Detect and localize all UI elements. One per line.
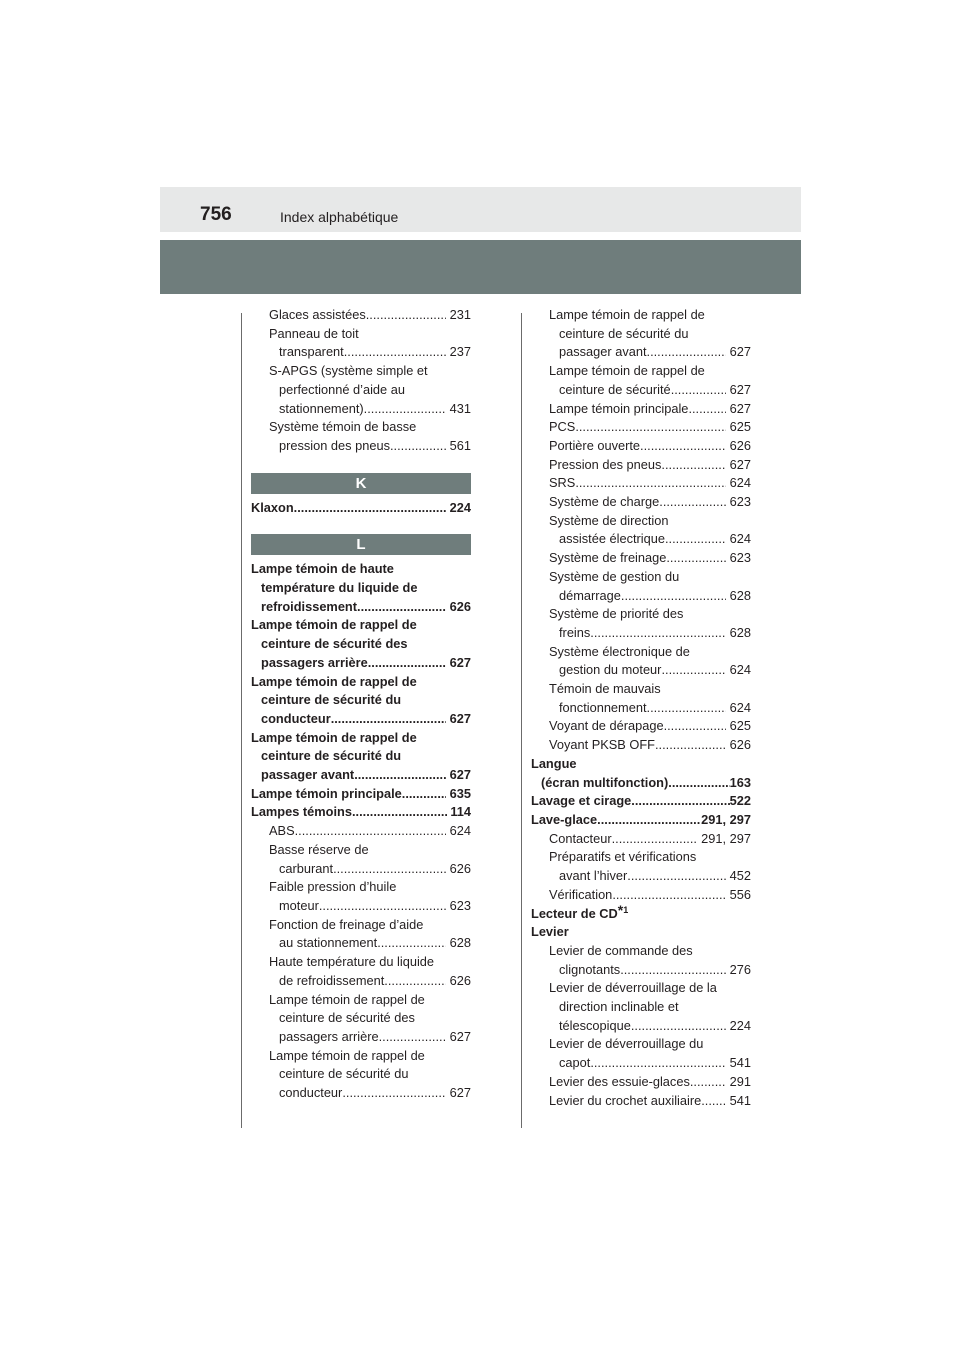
page-ref: 626: [446, 860, 471, 876]
index-entry: [531, 886, 751, 905]
index-group: [531, 306, 751, 755]
entry-text: démarrage: [559, 587, 621, 603]
entry-line: Système électronique de: [549, 643, 690, 659]
page-ref: 114: [446, 804, 471, 820]
page-ref: 623: [726, 550, 751, 566]
entry-line: Système de direction: [549, 512, 669, 528]
entry-line: S-APGS (système simple et: [269, 363, 428, 379]
page-ref: 623: [726, 494, 751, 510]
index-entry: [251, 766, 471, 785]
index-entry: [251, 400, 471, 419]
entry-text: Levier du crochet auxiliaire: [549, 1092, 702, 1108]
index-entry: [531, 867, 751, 886]
entry-line: Lampe témoin de rappel de: [269, 991, 425, 1007]
page-ref: 291, 297: [701, 811, 751, 827]
entry-line: ceinture de sécurité du: [261, 748, 402, 764]
page-ref: 627: [446, 767, 471, 783]
entry-text: Portière ouverte: [549, 437, 641, 453]
index-heading: [531, 901, 751, 924]
page-ref: 561: [446, 437, 471, 453]
entry-text: pression des pneus: [279, 437, 390, 453]
header-band: [160, 240, 801, 294]
entry-text: Lampes témoins: [251, 804, 352, 820]
entry-text: Lampe témoin principale: [549, 400, 689, 416]
page-ref: 624: [446, 823, 471, 839]
index-group: [251, 822, 471, 1103]
entry-text: Levier des essuie-glaces: [549, 1073, 690, 1089]
entry-text: avant l’hiver: [559, 868, 628, 884]
entry-line: température du liquide de: [261, 580, 418, 596]
page-ref: 541: [726, 1092, 751, 1108]
index-group: [251, 560, 471, 822]
entry-text: de refroidissement: [279, 972, 385, 988]
entry-text: ABS: [269, 823, 295, 839]
index-entry: [531, 624, 751, 643]
entry-text: Système de freinage: [549, 550, 667, 566]
entry-text: clignotants: [559, 961, 621, 977]
page-ref: 291, 297: [697, 830, 751, 846]
page-ref: 231: [446, 307, 471, 322]
entry-line: ceinture de sécurité du: [261, 692, 402, 708]
entry-text: capot: [559, 1055, 591, 1071]
index-entry: [531, 474, 751, 493]
entry-line: Lampe témoin de rappel de: [269, 1047, 425, 1063]
index-entry: [251, 1084, 471, 1103]
entry-line: Levier de commande des: [549, 942, 693, 958]
index-entry: [251, 972, 471, 991]
index-entry: [251, 803, 471, 822]
index-entry: [251, 306, 471, 325]
page-ref: 624: [726, 699, 751, 715]
section-letter-k: K: [251, 473, 471, 494]
entry-text: conducteur: [261, 710, 331, 726]
entry-line: Haute température du liquide: [269, 954, 435, 970]
page-ref: 627: [726, 344, 751, 360]
entry-text: PCS: [549, 419, 576, 435]
entry-text: moteur: [279, 897, 319, 913]
index-entry: [251, 1028, 471, 1047]
entry-text: Voyant de dérapage: [549, 718, 664, 734]
page-ref: 624: [726, 475, 751, 491]
page-ref: 276: [726, 961, 751, 977]
entry-text: gestion du moteur: [559, 662, 662, 678]
index-entry: [531, 343, 751, 362]
index-entry: [531, 717, 751, 736]
entry-text: ceinture de sécurité: [559, 381, 671, 397]
page-ref: 624: [726, 531, 751, 547]
page-ref: 624: [726, 662, 751, 678]
index-entry: [531, 418, 751, 437]
entry-text: Lavage et cirage: [531, 793, 632, 809]
index-entry: [531, 699, 751, 718]
index-group: [531, 942, 751, 1110]
index-entry: [531, 811, 751, 830]
index-entry: [531, 1054, 751, 1073]
entry-line: Système de gestion du: [549, 568, 680, 584]
column-divider-left: [241, 313, 242, 1128]
index-entry: [531, 1073, 751, 1092]
page-ref: 556: [726, 886, 751, 902]
page-number: 756: [200, 204, 232, 225]
entry-text: passager avant: [261, 767, 355, 783]
index-entry: [531, 792, 751, 811]
entry-text: stationnement): [279, 400, 364, 416]
index-entry: [531, 493, 751, 512]
entry-text: Lecteur de CD: [531, 905, 618, 921]
column-divider-right: [521, 313, 522, 1128]
page-ref: 163: [729, 774, 751, 790]
entry-text: passagers arrière: [279, 1028, 379, 1044]
page-title: Index alphabétique: [280, 209, 399, 225]
index-entry: [531, 437, 751, 456]
entry-text: télescopique: [559, 1017, 631, 1033]
index-column-right: [531, 306, 751, 1110]
index-entry: [251, 822, 471, 841]
entry-line: Panneau de toit: [269, 325, 359, 341]
header-bar: [160, 187, 801, 232]
entry-line: Faible pression d’huile: [269, 879, 397, 895]
page-ref: 452: [726, 868, 751, 884]
entry-text: Klaxon: [251, 499, 294, 515]
index-entry: [251, 860, 471, 879]
entry-text: transparent: [279, 344, 344, 360]
entry-line: Préparatifs et vérifications: [549, 849, 697, 865]
footnote-marker: *1: [617, 901, 629, 918]
page-ref: 627: [446, 1028, 471, 1044]
index-entry: [531, 661, 751, 680]
index-heading: Langue: [531, 755, 577, 771]
index-entry: [531, 961, 751, 980]
entry-line: ceinture de sécurité du: [559, 325, 689, 341]
page-ref: 627: [726, 381, 751, 397]
page-ref: 627: [446, 654, 471, 670]
index-entry: [251, 598, 471, 617]
index-group: [531, 830, 751, 905]
index-entry: [251, 343, 471, 362]
page-ref: 626: [726, 737, 751, 753]
entry-text: (écran multifonction): [541, 774, 669, 790]
index-group: [251, 306, 471, 456]
entry-line: Basse réserve de: [269, 841, 369, 857]
entry-text: Lave-glace: [531, 811, 598, 827]
page-ref: 625: [726, 419, 751, 435]
index-entry: [531, 830, 751, 849]
page-ref: 628: [446, 935, 471, 951]
index-entry: [251, 654, 471, 673]
index-entry: [531, 1017, 751, 1036]
entry-line: perfectionné d’aide au: [279, 381, 405, 397]
index-entry: [531, 381, 751, 400]
index-entry: [251, 437, 471, 456]
entry-line: Lampe témoin de rappel de: [251, 673, 417, 689]
entry-line: Levier de déverrouillage du: [549, 1036, 704, 1052]
entry-line: Lampe témoin de haute: [251, 561, 394, 577]
entry-line: Lampe témoin de rappel de: [251, 617, 417, 633]
entry-line: Levier de déverrouillage de la: [549, 980, 717, 996]
index-entry: [531, 587, 751, 606]
page-ref: 627: [726, 456, 751, 472]
entry-text: conducteur: [279, 1085, 343, 1101]
index-entry: [531, 1092, 751, 1111]
index-entry: [531, 736, 751, 755]
entry-line: direction inclinable et: [559, 999, 679, 1015]
entry-line: Témoin de mauvais: [549, 681, 661, 697]
entry-text: SRS: [549, 475, 576, 491]
entry-line: ceinture de sécurité des: [261, 636, 408, 652]
page-ref: 626: [446, 972, 471, 988]
page-ref: 522: [729, 793, 751, 809]
entry-text: Glaces assistées: [269, 307, 366, 322]
page-ref: 627: [446, 710, 471, 726]
page-ref: 628: [726, 587, 751, 603]
section-letter-l: L: [251, 534, 471, 555]
index-entry: [251, 785, 471, 804]
page-ref: 291: [726, 1073, 751, 1089]
entry-text: passagers arrière: [261, 654, 368, 670]
entry-line: ceinture de sécurité du: [279, 1066, 409, 1082]
page-ref: 431: [446, 400, 471, 416]
page-ref: 541: [726, 1055, 751, 1071]
entry-text: Pression des pneus: [549, 456, 662, 472]
entry-line: Lampe témoin de rappel de: [549, 307, 705, 322]
entry-text: passager avant: [559, 344, 647, 360]
entry-text: Système de charge: [549, 494, 660, 510]
page-ref: 627: [726, 400, 751, 416]
index-entry: [251, 897, 471, 916]
page-ref: 224: [446, 499, 471, 515]
page-ref: 237: [446, 344, 471, 360]
entry-text: au stationnement: [279, 935, 378, 951]
entry-text: Contacteur: [549, 830, 612, 846]
entry-text: fonctionnement: [559, 699, 647, 715]
entry-line: Fonction de freinage d’aide: [269, 916, 424, 932]
index-heading: Levier: [531, 924, 569, 940]
page-ref: 628: [726, 624, 751, 640]
entry-text: Voyant PKSB OFF: [549, 737, 655, 753]
page-ref: 625: [726, 718, 751, 734]
index-entry: [531, 530, 751, 549]
index-entry: [251, 710, 471, 729]
entry-text: freins: [559, 624, 591, 640]
index-entry: [531, 549, 751, 568]
page-ref: 627: [446, 1085, 471, 1101]
page-ref: 623: [446, 897, 471, 913]
entry-text: assistée électrique: [559, 531, 665, 547]
index-entry: [251, 934, 471, 953]
index-entry: [251, 499, 471, 518]
index-entry: [531, 774, 751, 793]
entry-line: Lampe témoin de rappel de: [549, 363, 705, 379]
page-ref: 635: [446, 785, 471, 801]
page-ref: 224: [726, 1017, 751, 1033]
entry-line: Système témoin de basse: [269, 419, 417, 435]
entry-line: Système de priorité des: [549, 606, 684, 622]
index-entry: [531, 456, 751, 475]
entry-text: Lampe témoin principale: [251, 785, 402, 801]
entry-text: Vérification: [549, 886, 613, 902]
page-ref: 626: [726, 437, 751, 453]
entry-text: carburant: [279, 860, 334, 876]
index-column-left: [251, 306, 471, 1103]
entry-line: Lampe témoin de rappel de: [251, 729, 417, 745]
entry-line: ceinture de sécurité des: [279, 1010, 415, 1026]
entry-text: refroidissement: [261, 598, 358, 614]
page-ref: 626: [446, 598, 471, 614]
index-group: [251, 499, 471, 518]
index-entry: [531, 400, 751, 419]
